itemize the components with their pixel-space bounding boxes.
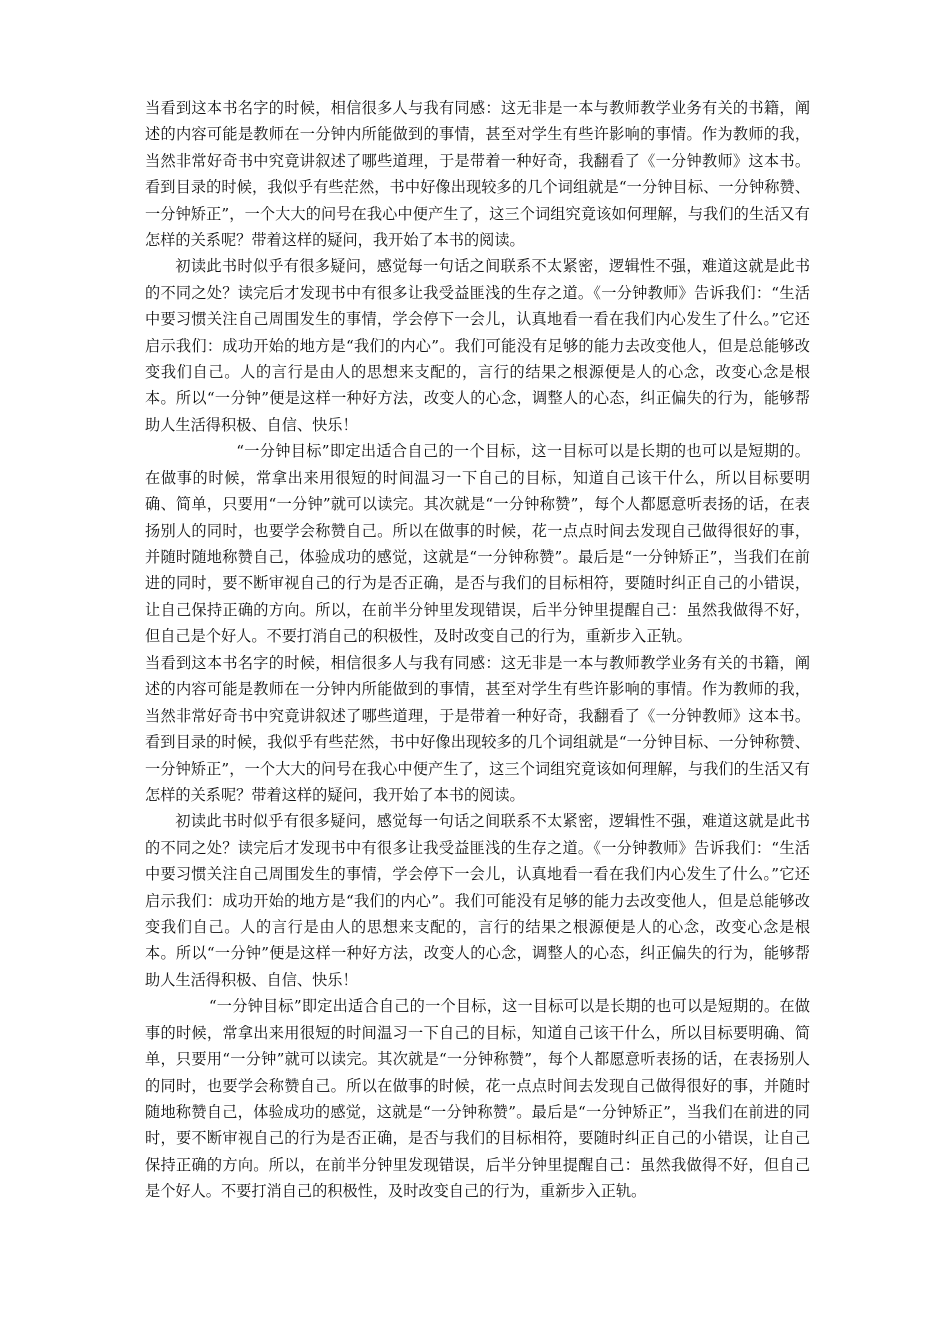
paragraph-first-reading: 初读此书时似乎有很多疑问，感觉每一句话之间联系不太紧密，逻辑性不强，难道这就是此书的不同之处？读完后才发现书中有很多让我受益匪浅的生存之道。《一分钟教师》告诉我们：“生活中要习惯关注自己周围发生的事情，学会停下一会儿，认真地看一看在我们内心发生了什么。”它还启示我们：成功开始的地方是“我们的内心”。我们可能没有足够的能力去改变他人，但是总能够改变我们自己。人的言行是由人的思想来支配的，言行的结果之根源便是人的心念，改变心念是根本。所以“一分钟”便是这样一种好方法，改变人的心念，调整人的心态，纠正偏失的行为，能够帮助人生活得积极、自信、快乐！ (145, 257, 810, 434)
paragraph-first-reading: 初读此书时似乎有很多疑问，感觉每一句话之间联系不太紧密，逻辑性不强，难道这就是此书的不同之处？读完后才发现书中有很多让我受益匪浅的生存之道。《一分钟教师》告诉我们：“生活中要习惯关注自己周围发生的事情，学会停下一会儿，认真地看一看在我们内心发生了什么。”它还启示我们：成功开始的地方是“我们的内心”。我们可能没有足够的能力去改变他人，但是总能够改变我们自己。人的言行是由人的思想来支配的，言行的结果之根源便是人的心念，改变心念是根本。所以“一分钟”便是这样一种好方法，改变人的心念，调整人的心态，纠正偏失的行为，能够帮助人生活得积极、自信、快乐！ (145, 812, 810, 989)
article-block-2 (145, 650, 810, 1205)
paragraph-one-minute-goals: “一分钟目标”即定出适合自己的一个目标，这一目标可以是长期的也可以是短期的。在做事的时候，常拿出来用很短的时间温习一下自己的目标，知道自己该干什么，所以目标要明确、简单，只要用“一分钟”就可以读完。其次就是“一分钟称赞”，每个人都愿意听表扬的话，在表扬别人的同时，也要学会称赞自己。所以在做事的时候，花一点点时间去发现自己做得很好的事，并随时随地称赞自己，体验成功的感觉，这就是“一分钟称赞”。最后是“一分钟矫正”，当我们在前进的同时，要不断审视自己的行为是否正确，是否与我们的目标相符，要随时纠正自己的小错误，让自己保持正确的方向。所以，在前半分钟里发现错误，后半分钟里提醒自己：虽然我做得不好，但自己是个好人。不要打消自己的积极性，及时改变自己的行为，重新步入正轨。 (145, 442, 810, 646)
paragraph-intro: 当看到这本书名字的时候，相信很多人与我有同感：这无非是一本与教师教学业务有关的书籍，阐述的内容可能是教师在一分钟内所能做到的事情，甚至对学生有些许影响的事情。作为教师的我，当然非常好奇书中究竟讲叙述了哪些道理，于是带着一种好奇，我翻看了《一分钟教师》这本书。看到目录的时候，我似乎有些茫然，书中好像出现较多的几个词组就是“一分钟目标、一分钟称赞、一分钟矫正”，一个大大的问号在我心中便产生了，这三个词组究竟该如何理解，与我们的生活又有怎样的关系呢？带着这样的疑问，我开始了本书的阅读。 (145, 654, 810, 805)
article-block-1 (145, 95, 810, 650)
paragraph-intro: 当看到这本书名字的时候，相信很多人与我有同感：这无非是一本与教师教学业务有关的书籍，阐述的内容可能是教师在一分钟内所能做到的事情，甚至对学生有些许影响的事情。作为教师的我，当然非常好奇书中究竟讲叙述了哪些道理，于是带着一种好奇，我翻看了《一分钟教师》这本书。看到目录的时候，我似乎有些茫然，书中好像出现较多的几个词组就是“一分钟目标、一分钟称赞、一分钟矫正”，一个大大的问号在我心中便产生了，这三个词组究竟该如何理解，与我们的生活又有怎样的关系呢？带着这样的疑问，我开始了本书的阅读。 (145, 99, 810, 250)
paragraph-one-minute-goals: “一分钟目标”即定出适合自己的一个目标，这一目标可以是长期的也可以是短期的。在做事的时候，常拿出来用很短的时间温习一下自己的目标，知道自己该干什么，所以目标要明确、简单，只要用“一分钟”就可以读完。其次就是“一分钟称赞”，每个人都愿意听表扬的话，在表扬别人的同时，也要学会称赞自己。所以在做事的时候，花一点点时间去发现自己做得很好的事，并随时随地称赞自己，体验成功的感觉，这就是“一分钟称赞”。最后是“一分钟矫正”，当我们在前进的同时，要不断审视自己的行为是否正确，是否与我们的目标相符，要随时纠正自己的小错误，让自己保持正确的方向。所以，在前半分钟里发现错误，后半分钟里提醒自己：虽然我做得不好，但自己是个好人。不要打消自己的积极性，及时改变自己的行为，重新步入正轨。 (145, 997, 810, 1201)
